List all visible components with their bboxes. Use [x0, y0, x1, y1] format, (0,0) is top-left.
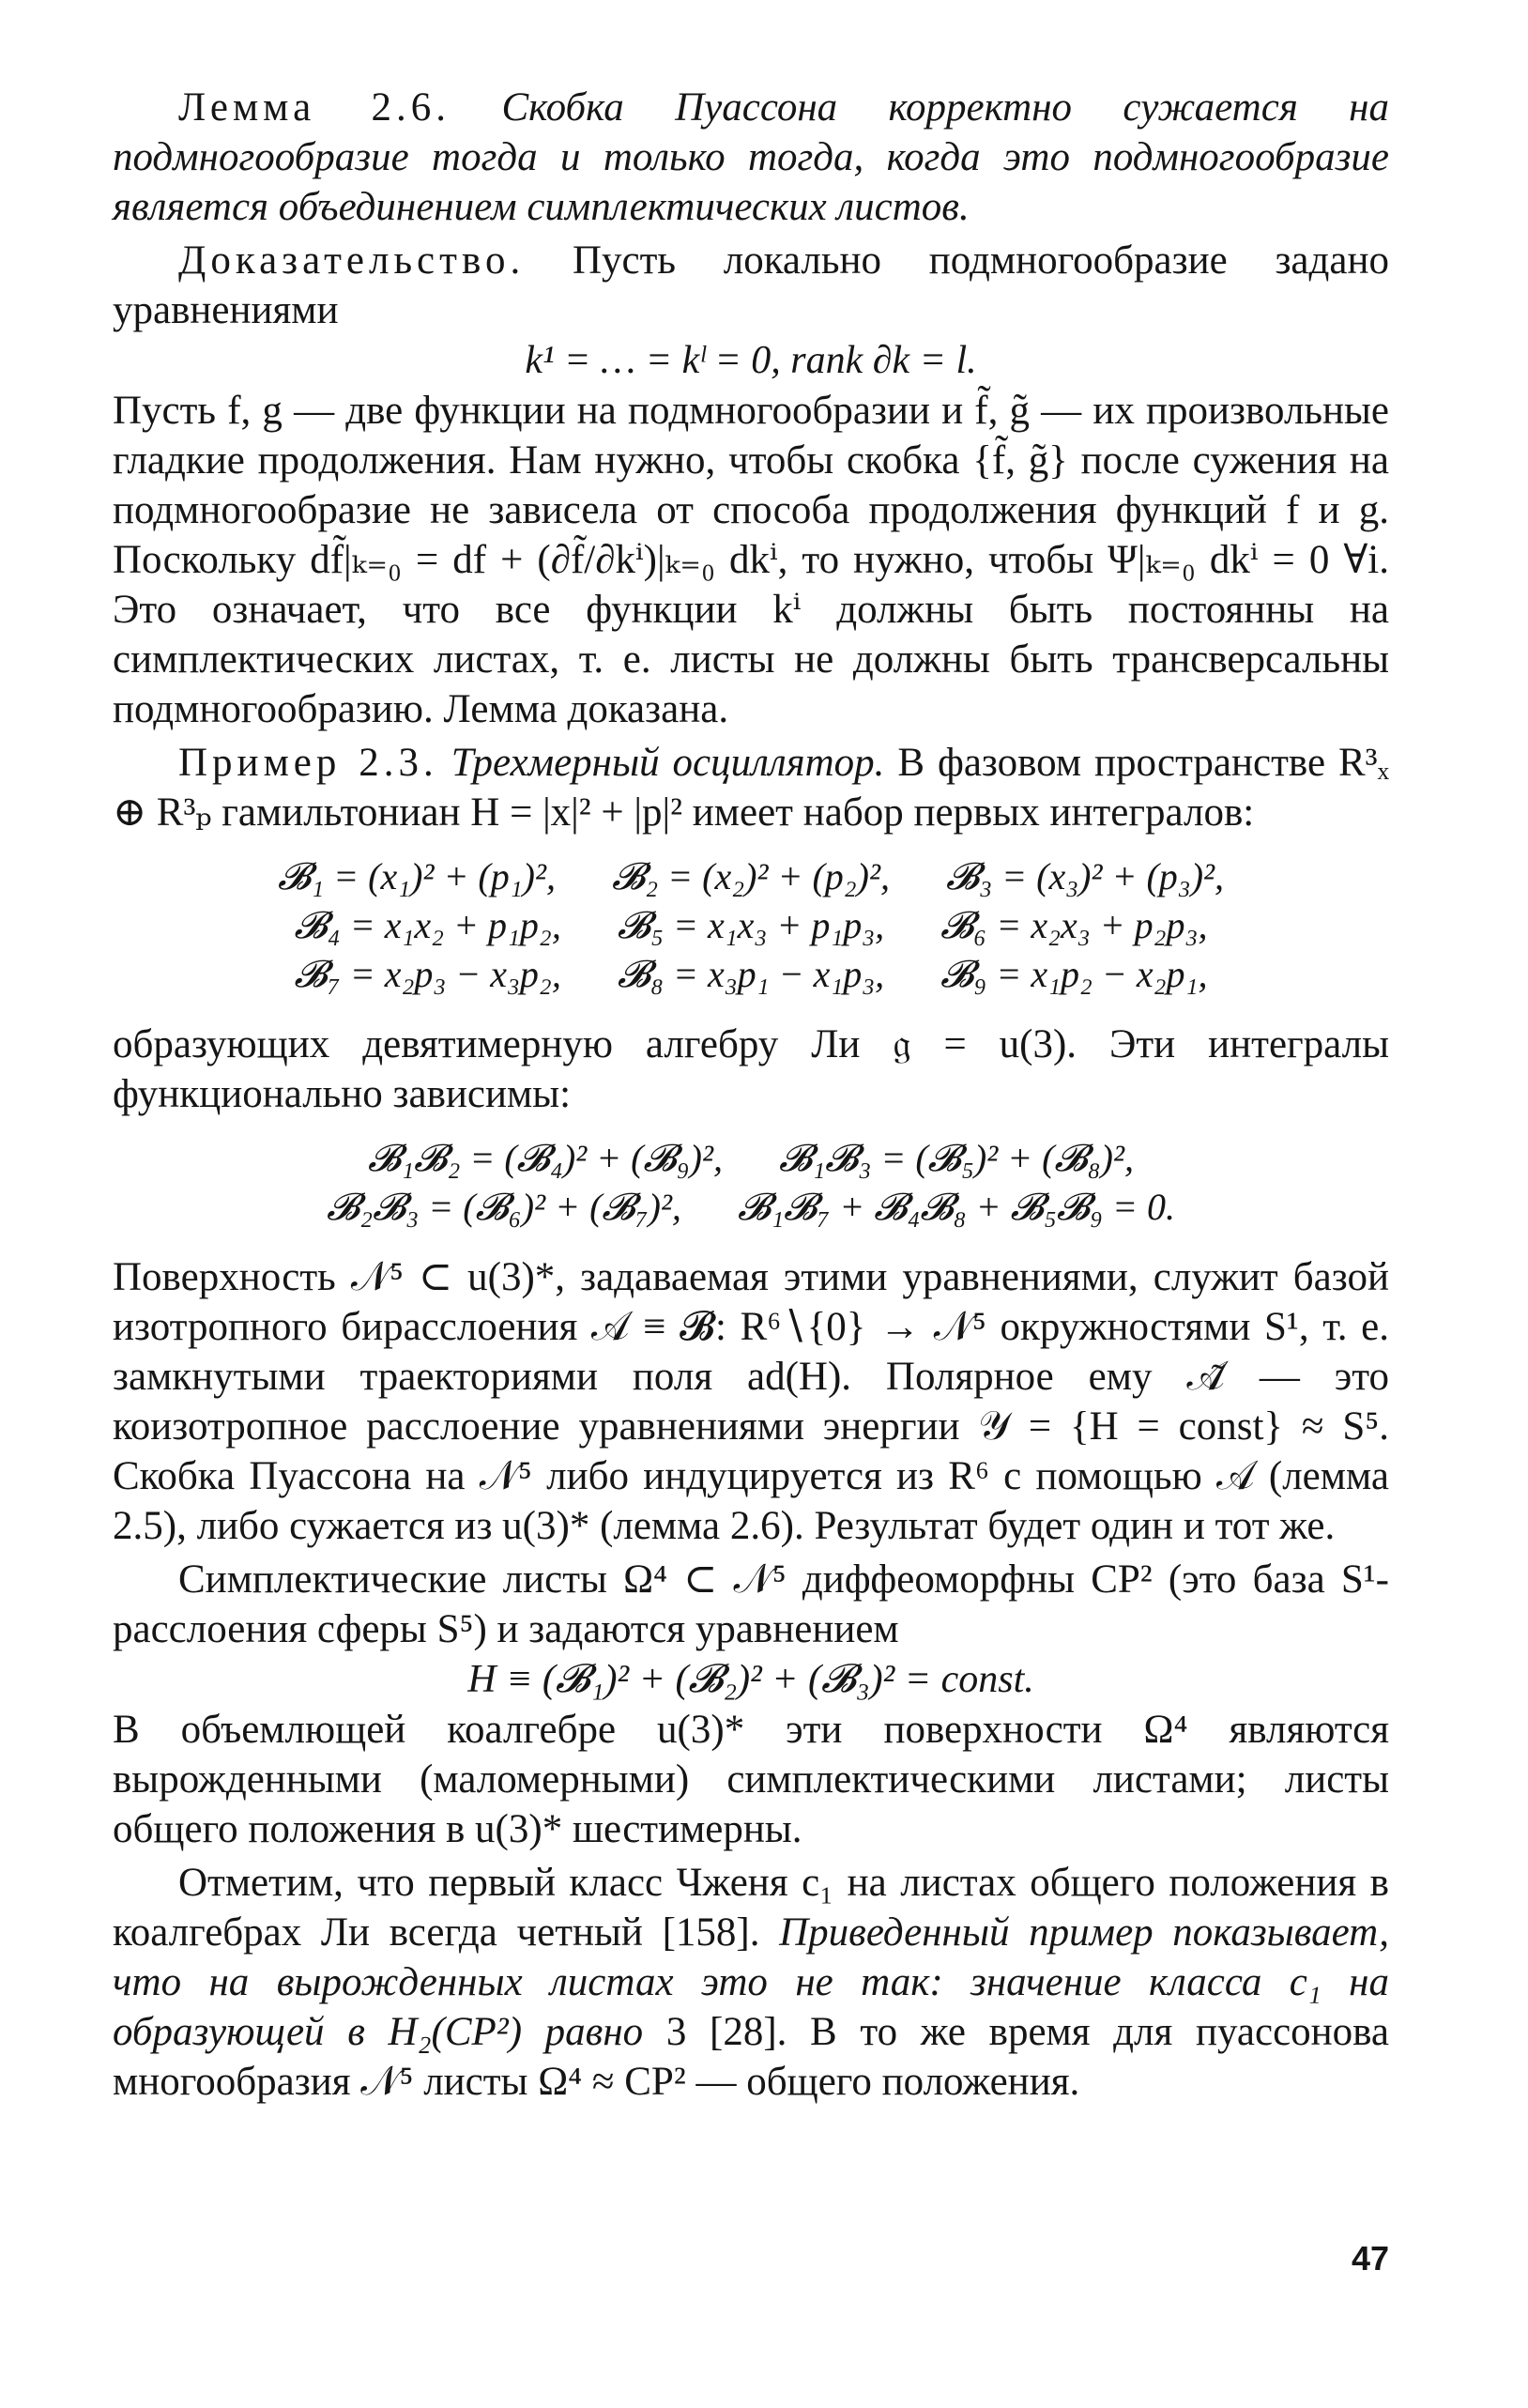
- integral-b3: 𝓑₃ = (x₃)² + (p₃)²,: [946, 855, 1225, 897]
- integrals-row: [113, 852, 1389, 901]
- integrals-row: [113, 950, 1389, 999]
- integrals-row: [113, 901, 1389, 950]
- relation: 𝓑₂𝓑₃ = (𝓑₆)² + (𝓑₇)²,: [326, 1186, 681, 1228]
- remark-end: 3 [28]. В то же время для пуассонова многообразия 𝒩⁵ листы Ω⁴ ≈ CP² — общего положения.: [113, 2010, 1389, 2104]
- coalgebra-paragraph: В объемлющей коалгебре u(3)* эти поверхности Ω⁴ являются вырожденными (маломерными) симплектическими листами; листы общего положения в u(3)* шестимерны.: [113, 1708, 1389, 1851]
- integral-b5: 𝓑₅ = x₁x₃ + p₁p₃,: [617, 904, 885, 946]
- integral-b1: 𝓑₁ = (x₁)² + (p₁)²,: [277, 855, 556, 897]
- proof-body-paragraph: Пусть f, g — две функции на подмногообразии и f̃, g̃ — их произвольные гладкие продолжения. Нам нужно, чтобы скобка {f̃, g̃} после сужения на подмногообразие не зависела от способа продолжения функций f и g. Поскольку df̃|ₖ₌₀ = df + (∂f̃/∂kⁱ)|ₖ₌₀ dkⁱ, то нужно, чтобы Ψ|ₖ₌₀ dkⁱ = 0 ∀i. Это означает, что все функции kⁱ должны быть постоянны на симплектических листах, т. е. листы не должны быть трансверсальны подмногообразию. Лемма доказана.: [113, 389, 1389, 731]
- proof-intro-paragraph: [113, 236, 1389, 335]
- integral-b2: 𝓑₂ = (x₂)² + (p₂)²,: [611, 855, 890, 897]
- example-label: Пример 2.3.: [178, 741, 438, 785]
- surface-paragraph: Поверхность 𝒩⁵ ⊂ u(3)*, задаваемая этими уравнениями, служит базой изотропного бирасслоения 𝒜 ≡ 𝓑: R⁶∖{0} → 𝒩⁵ окружностями S¹, т. е. замкнутыми траекториями поля ad(H). Полярное ему 𝒜̃ — это коизотропное расслоение уравнениями энергии 𝒴 = {H = const} ≈ S⁵. Скобка Пуассона на 𝒩⁵ либо индуцируется из R⁶ с помощью 𝒜 (лемма 2.5), либо сужается из u(3)* (лемма 2.6). Результат будет один и тот же.: [113, 1255, 1389, 1548]
- relation: 𝓑₁𝓑₃ = (𝓑₅)² + (𝓑₈)²,: [779, 1137, 1134, 1179]
- integral-b8: 𝓑₈ = x₃p₁ − x₁p₃,: [617, 953, 885, 995]
- algebra-paragraph: образующих девятимерную алгебру Ли 𝔤 = u(3). Эти интегралы функционально зависимы:: [113, 1022, 1389, 1116]
- integral-b9: 𝓑₉ = x₁p₂ − x₂p₁,: [940, 953, 1208, 995]
- lemma-label: Лемма 2.6.: [178, 85, 451, 130]
- integral-b7: 𝓑₇ = x₂p₃ − x₃p₂,: [294, 953, 561, 995]
- leaves-paragraph: Симплектические листы Ω⁴ ⊂ 𝒩⁵ диффеоморфны CP² (это база S¹-расслоения сферы S⁵) и задаются уравнением: [113, 1557, 1389, 1651]
- relations-block: [113, 1134, 1389, 1232]
- remark-paragraph: [113, 1858, 1389, 2107]
- proof-label: Доказательство.: [178, 238, 526, 283]
- relation: 𝓑₁𝓑₂ = (𝓑₄)² + (𝓑₉)²,: [368, 1137, 723, 1179]
- example-intro-paragraph: [113, 738, 1389, 837]
- integrals-block: [113, 852, 1389, 999]
- remark-start: Отметим, что первый класс Чженя c₁ на листах общего положения в коалгебрах Ли всегда четный [158].: [113, 1861, 1389, 1955]
- constraint-equation: k¹ = … = kˡ = 0, rank ∂k = l.: [525, 339, 977, 382]
- relations-row: [113, 1134, 1389, 1183]
- page-number: 47: [1351, 2239, 1389, 2278]
- relation: 𝓑₁𝓑₇ + 𝓑₄𝓑₈ + 𝓑₅𝓑₉ = 0.: [737, 1186, 1176, 1228]
- leaves-equation: H ≡ (𝓑₁)² + (𝓑₂)² + (𝓑₃)² = const.: [467, 1658, 1034, 1701]
- proof-intro: Пусть локально подмногообразие задано уравнениями: [113, 238, 1389, 332]
- integral-b4: 𝓑₄ = x₁x₂ + p₁p₂,: [294, 904, 561, 946]
- lemma-paragraph: [113, 83, 1389, 232]
- relations-row: [113, 1183, 1389, 1232]
- integral-b6: 𝓑₆ = x₂x₃ + p₂p₃,: [940, 904, 1208, 946]
- example-title: Трехмерный осциллятор.: [451, 741, 885, 785]
- lemma-statement: Скобка Пуассона корректно сужается на подмногообразие тогда и только тогда, когда это подмногообразие является объединением симплектических листов.: [113, 85, 1390, 229]
- remark-italic: Приведенный пример показывает, что на вырожденных листах это не так: значение класса c₁ на образующей в H₂(CP²) равно: [113, 1910, 1390, 2054]
- example-intro: В фазовом пространстве R³ₓ ⊕ R³ₚ гамильтониан H = |x|² + |p|² имеет набор первых интегралов:: [113, 741, 1390, 835]
